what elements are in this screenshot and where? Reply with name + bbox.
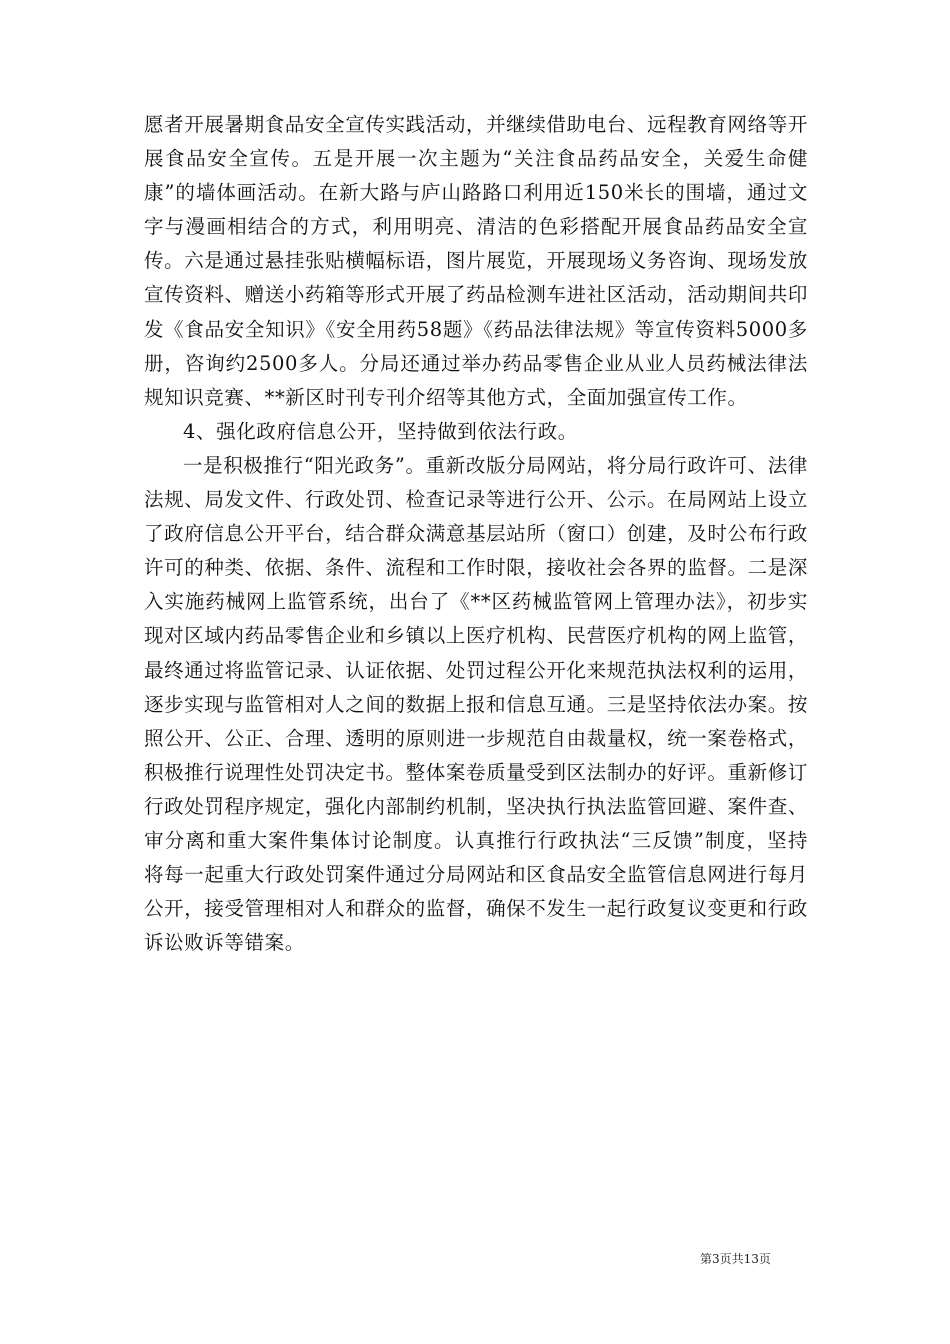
paragraph-sunshine-governance: 一是积极推行“阳光政务”。重新改版分局网站，将分局行政许可、法律法规、局发文件、行政处罚、检查记录等进行公开、公示。在局网站上设立了政府信息公开平台，结合群众满意基层站所（窗口）创建，及时公布行政许可的种类、依据、条件、流程和工作时限，接收社会各界的监督。二是深入实施药械网上监管系统，出台了《**区药械监管网上管理办法》，初步实现对区域内药品零售企业和乡镇以上医疗机构、民营医疗机构的网上监管，最终通过将监管记录、认证依据、处罚过程公开化来规范执法权利的运用，逐步实现与监管相对人之间的数据上报和信息互通。三是坚持依法办案。按照公开、公正、合理、透明的原则进一步规范自由裁量权，统一案卷格式，积极推行说理性处罚决定书。整体案卷质量受到区法制办的好评。重新修订行政处罚程序规定，强化内部制约机制，坚决执行执法监管回避、案件查、审分离和重大案件集体讨论制度。认真推行行政执法“三反馈”制度，坚持将每一起重大行政处罚案件通过分局网站和区食品安全监管信息网进行每月公开，接受管理相对人和群众的监督，确保不发生一起行政复议变更和行政诉讼败诉等错案。 bbox=[144, 453, 808, 955]
section-heading-information-disclosure: 4、强化政府信息公开，坚持做到依法行政。 bbox=[183, 419, 578, 443]
page-number: 第3页共13页 bbox=[700, 1252, 771, 1266]
paragraph-publicity-activities: 愿者开展暑期食品安全宣传实践活动，并继续借助电台、远程教育网络等开展食品安全宣传。五是开展一次主题为“关注食品药品安全，关爱生命健康”的墙体画活动。在新大路与庐山路路口利用近150米长的围墙，通过文字与漫画相结合的方式，利用明亮、清洁的色彩搭配开展食品药品安全宣传。六是通过悬挂张贴横幅标语，图片展览，开展现场义务咨询、现场发放宣传资料、赠送小药箱等形式开展了药品检测车进社区活动，活动期间共印发《食品安全知识》《安全用药58题》《药品法律法规》等宣传资料5000多册，咨询约2500多人。分局还通过举办药品零售企业从业人员药械法律法规知识竞赛、**新区时刊专刊介绍等其他方式，全面加强宣传工作。 bbox=[144, 113, 808, 409]
document-body bbox=[144, 108, 808, 960]
